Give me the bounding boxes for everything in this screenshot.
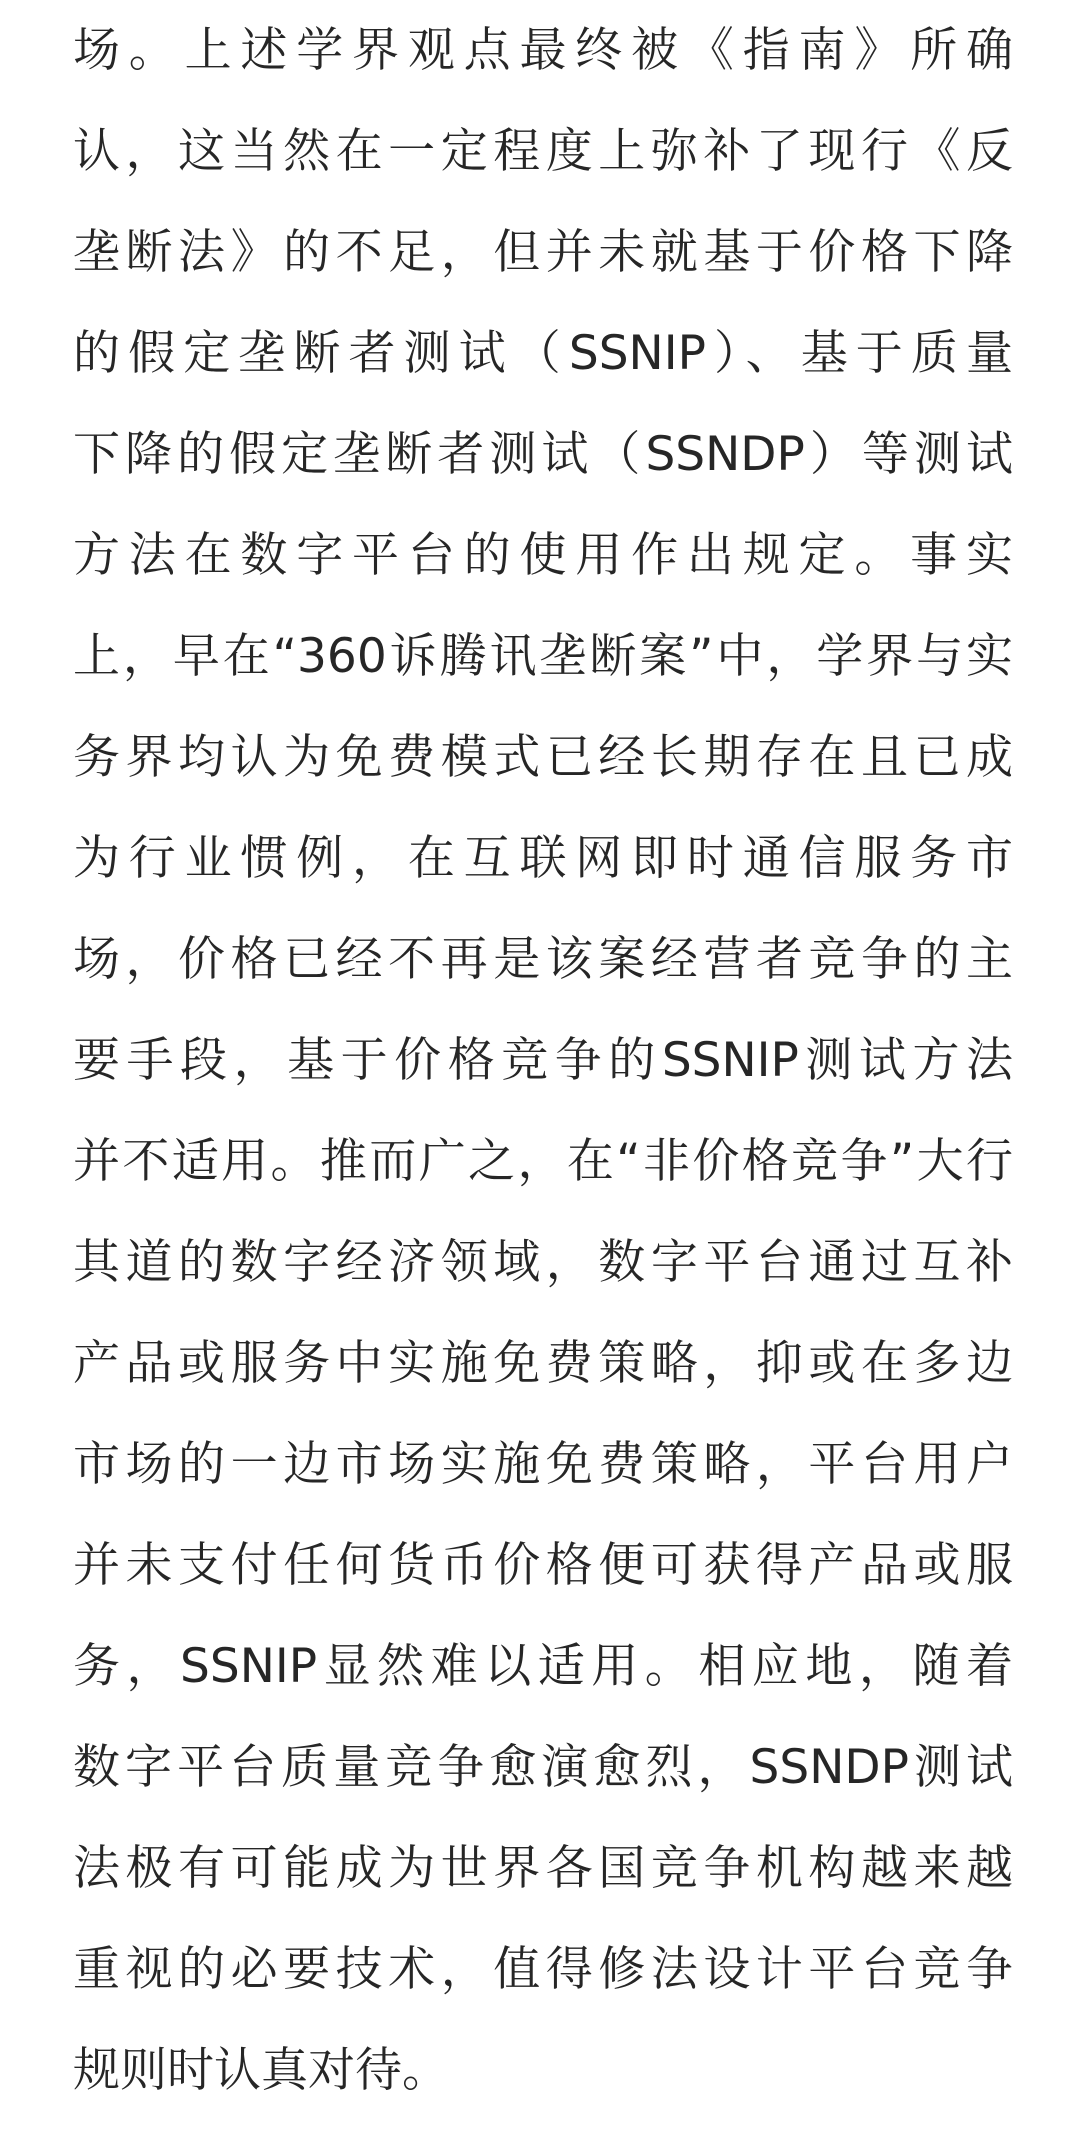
text-line: 下降的假定垄断者测试（SSNDP）等测试 — [73, 427, 1013, 482]
text-line: 务界均认为免费模式已经长期存在且已成 — [73, 730, 1013, 785]
text-line: 并不适用。推而广之，在“非价格竞争”大行 — [73, 1134, 1013, 1189]
article-body — [73, 0, 1013, 2121]
text-line: 垄断法》的不足，但并未就基于价格下降 — [73, 225, 1013, 280]
text-line: 的假定垄断者测试（SSNIP）、基于质量 — [73, 326, 1013, 381]
text-line: 场，价格已经不再是该案经营者竞争的主 — [73, 932, 1013, 987]
text-line: 其道的数字经济领域，数字平台通过互补 — [73, 1235, 1013, 1290]
text-line: 市场的一边市场实施免费策略，平台用户 — [73, 1437, 1013, 1492]
text-line: 产品或服务中实施免费策略，抑或在多边 — [73, 1336, 1013, 1391]
text-line: 认，这当然在一定程度上弥补了现行《反 — [73, 124, 1013, 179]
text-line: 并未支付任何货币价格便可获得产品或服 — [73, 1538, 1013, 1593]
text-line: 数字平台质量竞争愈演愈烈，SSNDP测试 — [73, 1740, 1013, 1795]
text-line: 规则时认真对待。 — [73, 2043, 449, 2098]
text-line: 务，SSNIP显然难以适用。相应地，随着 — [73, 1639, 1013, 1694]
text-line: 法极有可能成为世界各国竞争机构越来越 — [73, 1841, 1013, 1896]
text-line: 方法在数字平台的使用作出规定。事实 — [73, 528, 1013, 583]
text-line: 重视的必要技术，值得修法设计平台竞争 — [73, 1942, 1013, 1997]
text-line: 场。上述学界观点最终被《指南》所确 — [73, 23, 1013, 78]
text-line: 上，早在“360诉腾讯垄断案”中，学界与实 — [73, 629, 1013, 684]
text-line: 为行业惯例，在互联网即时通信服务市 — [73, 831, 1013, 886]
text-line: 要手段，基于价格竞争的SSNIP测试方法 — [73, 1033, 1013, 1088]
